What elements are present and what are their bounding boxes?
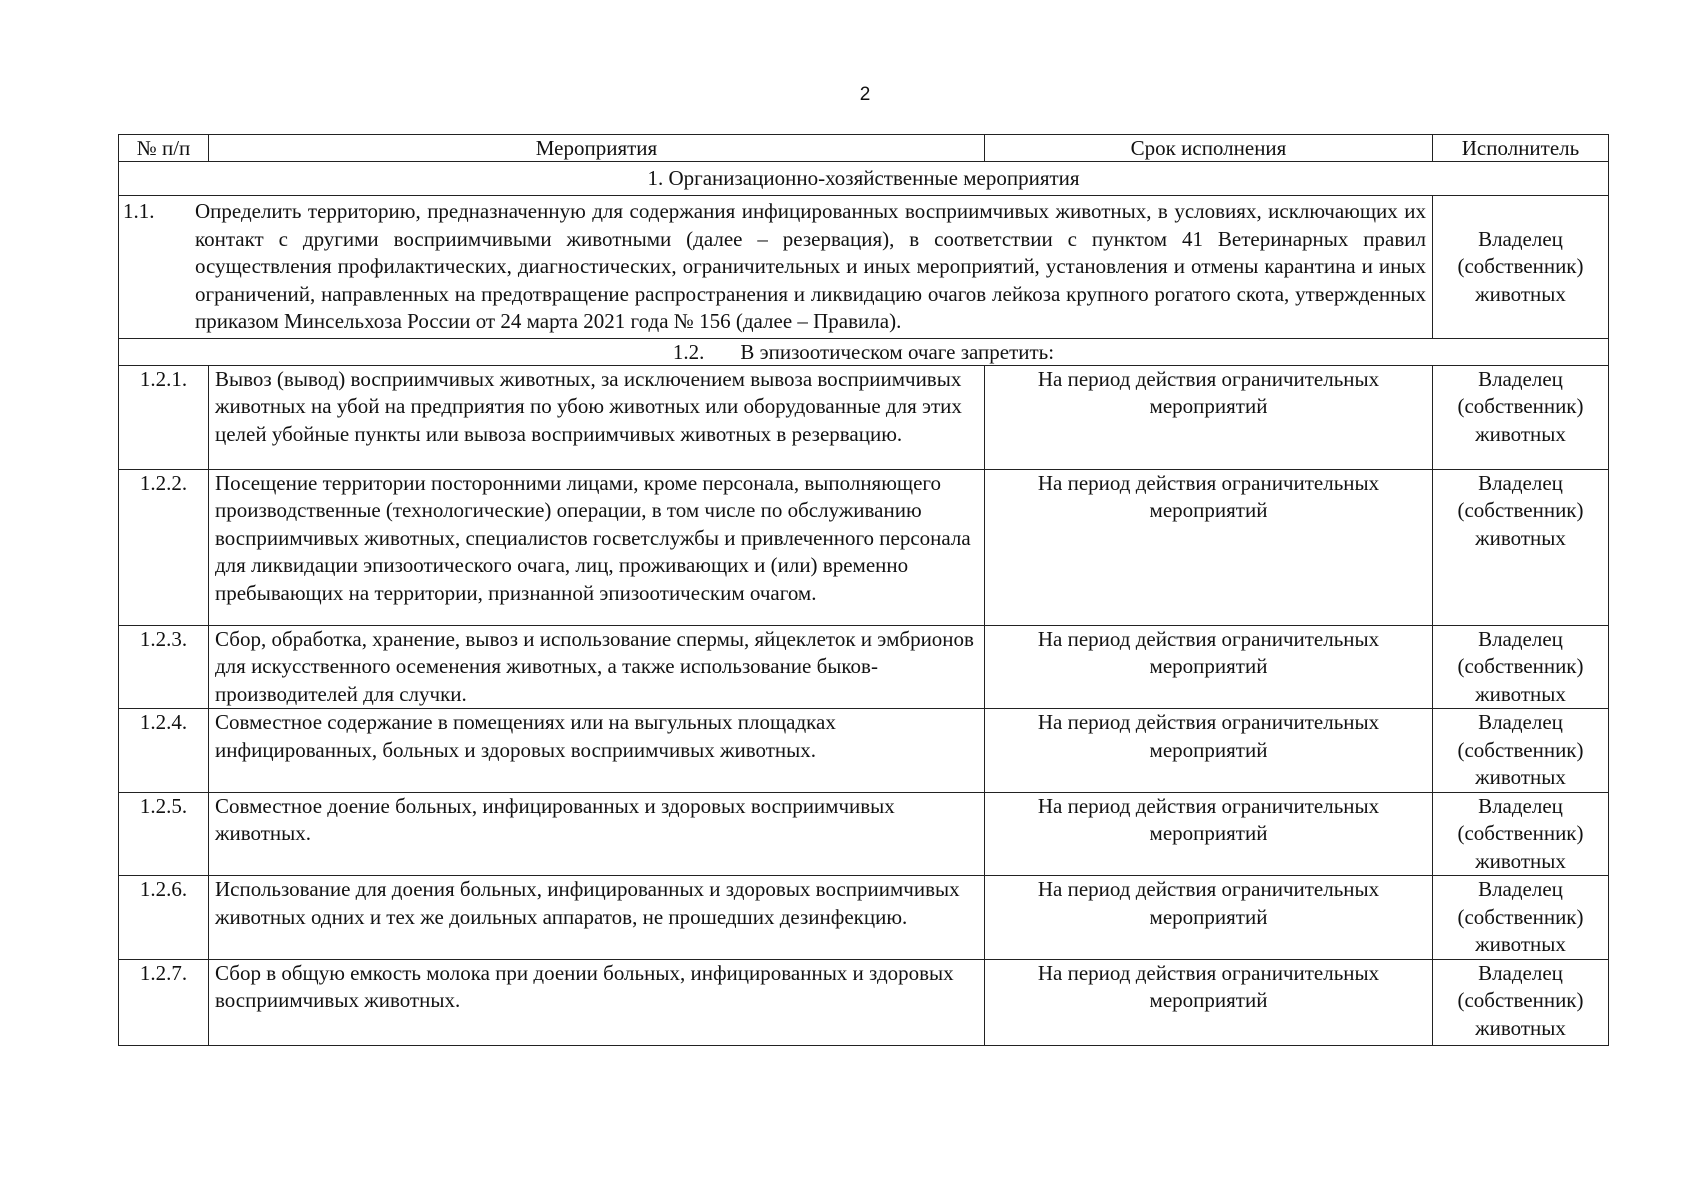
row-term — [985, 625, 1433, 709]
row-executor — [1433, 365, 1609, 469]
subsection-text: В эпизоотическом очаге запретить: — [740, 339, 1055, 364]
term-line: На период действия ограничительных — [1037, 366, 1380, 391]
row-num: 1.2.4. — [119, 709, 209, 793]
row-activity: Совместное доение больных, инфицированных и здоровых восприимчивых животных. — [209, 792, 985, 876]
term-line: мероприятий — [1149, 988, 1268, 1012]
item-1-1-body: Определить территорию, предназначенную для содержания инфицированных восприимчивых животных, в условиях, исключающих их контакт с другими восприимчивыми животными (далее – резервация), в соответствии с пунктом 41 Ветеринарных правил осуществления профилактических, диагностических, ограничительных и иных мероприятий, установления и отмены карантина и иных ограничений, направленных на предотвращение распространения и ликвидацию очагов лейкоза крупного рогатого скота, утвержденных приказом Минсельхоза России от 24 марта 2021 года № 156 (далее – Правила). — [195, 199, 1426, 333]
term-line: мероприятий — [1149, 498, 1268, 522]
header-term: Срок исполнения — [985, 135, 1433, 162]
table-row — [119, 196, 1609, 339]
row-activity: Совместное содержание в помещениях или на выгульных площадках инфицированных, больных и здоровых восприимчивых животных. — [209, 709, 985, 793]
row-num: 1.2.3. — [119, 625, 209, 709]
row-term — [985, 365, 1433, 469]
section-row — [119, 162, 1609, 196]
executor-line: Владелец — [1478, 793, 1563, 818]
subsection-title — [119, 338, 1609, 365]
executor-line: Владелец — [1478, 710, 1563, 734]
row-executor — [1433, 625, 1609, 709]
item-1-1-executor — [1433, 196, 1609, 339]
row-executor — [1433, 792, 1609, 876]
table-row — [119, 365, 1609, 469]
executor-line: животных — [1475, 848, 1566, 873]
measures-table — [118, 134, 1609, 1046]
table-row — [119, 959, 1609, 1045]
header-num: № п/п — [119, 135, 209, 162]
executor-line: животных — [1475, 765, 1566, 789]
subsection-row — [119, 338, 1609, 365]
header-executor: Исполнитель — [1433, 135, 1609, 162]
executor-line: Владелец — [1478, 960, 1563, 985]
row-activity: Посещение территории посторонними лицами, кроме персонала, выполняющего производственные (технологические) операции, в том числе по обслуживанию восприимчивых животных, специалистов госветслужбы и привлеченного персонала для ликвидации эпизоотического очага, лиц, проживающих и (или) временно пребывающих на территории, признанной эпизоотическим очагом. — [209, 469, 985, 625]
executor-line: животных — [1475, 932, 1566, 956]
table-row — [119, 469, 1609, 625]
executor-line: Владелец — [1478, 626, 1563, 651]
row-term — [985, 792, 1433, 876]
term-line: мероприятий — [1149, 821, 1268, 845]
row-executor — [1433, 469, 1609, 625]
row-num: 1.2.2. — [119, 469, 209, 625]
row-num: 1.2.7. — [119, 959, 209, 1045]
executor-line: животных — [1475, 281, 1566, 306]
executor-line: (собственник) — [1457, 254, 1584, 278]
term-line: На период действия ограничительных — [1037, 470, 1380, 495]
table-row — [119, 792, 1609, 876]
executor-line: (собственник) — [1457, 654, 1584, 678]
header-activity: Мероприятия — [209, 135, 985, 162]
subsection-num: 1.2. — [672, 339, 705, 364]
table-row — [119, 625, 1609, 709]
executor-line: (собственник) — [1457, 904, 1584, 929]
table-header-row — [119, 135, 1609, 162]
executor-line: Владелец — [1478, 877, 1563, 901]
table-body — [119, 365, 1609, 1045]
executor-line: животных — [1475, 1015, 1566, 1040]
row-activity: Сбор в общую емкость молока при доении больных, инфицированных и здоровых восприимчивых животных. — [209, 959, 985, 1045]
executor-line: Владелец — [1478, 226, 1563, 251]
executor-line: (собственник) — [1457, 737, 1584, 762]
executor-line: животных — [1475, 525, 1566, 550]
executor-line: Владелец — [1478, 470, 1563, 495]
term-line: мероприятий — [1149, 904, 1268, 929]
executor-line: (собственник) — [1457, 988, 1584, 1012]
row-num: 1.2.6. — [119, 876, 209, 960]
executor-line: животных — [1475, 421, 1566, 446]
executor-line: (собственник) — [1457, 498, 1584, 522]
table-row — [119, 876, 1609, 960]
term-line: На период действия ограничительных — [1037, 877, 1380, 901]
term-line: На период действия ограничительных — [1037, 710, 1380, 734]
row-activity: Сбор, обработка, хранение, вывоз и использование спермы, яйцеклеток и эмбрионов для искусственного осеменения животных, а также использование быков-производителей для случки. — [209, 625, 985, 709]
row-executor — [1433, 876, 1609, 960]
row-executor — [1433, 959, 1609, 1045]
executor-line: (собственник) — [1457, 394, 1584, 418]
section-title: 1. Организационно-хозяйственные мероприятия — [119, 162, 1609, 196]
term-line: На период действия ограничительных — [1037, 960, 1380, 985]
term-line: мероприятий — [1149, 394, 1268, 418]
item-1-1-text — [119, 196, 1433, 339]
page-number: 2 — [859, 84, 871, 105]
row-activity: Вывоз (вывод) восприимчивых животных, за исключением вывоза восприимчивых животных на убой на предприятия по убою животных или оборудованные для этих целей убойные пункты или вывоза восприимчивых животных в резервацию. — [209, 365, 985, 469]
executor-line: (собственник) — [1457, 821, 1584, 845]
row-term — [985, 959, 1433, 1045]
item-1-1-num: 1.1. — [123, 199, 155, 223]
term-line: мероприятий — [1149, 737, 1268, 762]
executor-line: Владелец — [1478, 366, 1563, 391]
row-term — [985, 709, 1433, 793]
row-term — [985, 469, 1433, 625]
term-line: На период действия ограничительных — [1037, 626, 1380, 651]
row-activity: Использование для доения больных, инфицированных и здоровых восприимчивых животных одних и тех же доильных аппаратов, не прошедших дезинфекцию. — [209, 876, 985, 960]
row-executor — [1433, 709, 1609, 793]
term-line: На период действия ограничительных — [1037, 793, 1380, 818]
term-line: мероприятий — [1149, 654, 1268, 678]
table-row — [119, 709, 1609, 793]
executor-line: животных — [1475, 681, 1566, 706]
row-num: 1.2.5. — [119, 792, 209, 876]
row-num: 1.2.1. — [119, 365, 209, 469]
row-term — [985, 876, 1433, 960]
